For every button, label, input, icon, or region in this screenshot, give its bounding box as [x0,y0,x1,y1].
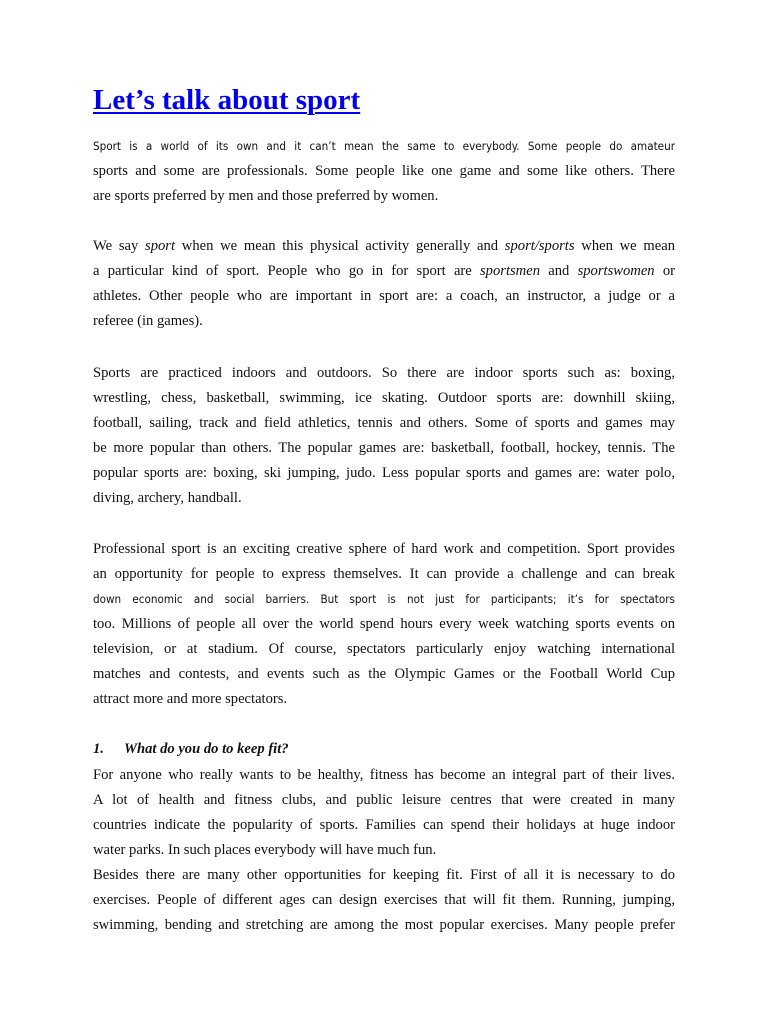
text-line: diving, archery, handball. [93,490,242,506]
text-line: sports and some are professionals. Some people like one game and some like others. There [93,163,675,179]
text-span: a particular kind of sport. People who go in for sport are [93,263,480,279]
text-line: matches and contests, and events such as the Olympic Games or the Football World Cup [93,666,675,682]
text-span: or [654,263,675,279]
text-line: swimming, bending and stretching are among the most popular exercises. Many people prefer [93,917,675,933]
text-line: football, sailing, track and field athletics, tennis and others. Some of sports and games may [93,415,675,431]
text-line: For anyone who really wants to be healthy, fitness has become an integral part of their lives. [93,767,675,783]
text-line: are sports preferred by men and those preferred by women. [93,188,439,204]
text-span: We say [93,238,146,254]
text-span: when we mean this physical activity generally and [175,238,505,254]
section-number: 1. [93,741,104,757]
text-line [93,234,675,259]
text-line: water parks. In such places everybody will have much fun. [93,842,437,858]
text-line: referee (in games). [93,313,203,329]
text-line: exercises. People of different ages can design exercises that will fit them. Running, jumping, [93,892,675,908]
italic-term: sport/sports [504,238,575,254]
italic-term: sportswomen [577,263,655,279]
italic-term: sportsmen [480,263,540,279]
text-line: athletes. Other people who are important in sport are: a coach, an instructor, a judge or a [93,288,675,304]
text-line [93,259,675,284]
text-span: and [540,263,578,279]
text-line: popular sports are: boxing, ski jumping, judo. Less popular sports and games are: water polo, [93,465,675,481]
text-line: too. Millions of people all over the world spend hours every week watching sports events on [93,616,675,632]
text-line: Sport is a world of its own and it can’t mean the same to everybody. Some people do amateur [93,139,675,153]
text-line: be more popular than others. The popular games are: basketball, football, hockey, tennis. The [93,440,675,456]
text-line: Professional sport is an exciting creative sphere of hard work and competition. Sport provides [93,541,675,557]
text-line: countries indicate the popularity of sports. Families can spend their holidays at huge indoor [93,817,675,833]
text-span: when we mean [574,238,675,254]
text-line: wrestling, chess, basketball, swimming, ice skating. Outdoor sports are: downhill skiing, [93,390,675,406]
text-line: attract more and more spectators. [93,691,288,707]
section-question: What do you do to keep fit? [124,741,289,757]
page-title: Let’s talk about sport [93,84,361,116]
text-line: Sports are practiced indoors and outdoors. So there are indoor sports such as: boxing, [93,365,675,381]
text-line: Besides there are many other opportunities for keeping fit. First of all it is necessary to do [93,867,675,883]
text-line: an opportunity for people to express themselves. It can provide a challenge and can break [93,566,675,582]
text-line: television, or at stadium. Of course, spectators particularly enjoy watching international [93,641,675,657]
italic-term: sport [145,238,176,254]
text-line: A lot of health and fitness clubs, and public leisure centres that were created in many [93,792,675,808]
heading-line [93,737,289,762]
text-line: down economic and social barriers. But sport is not just for participants; it’s for spectators [93,592,675,606]
